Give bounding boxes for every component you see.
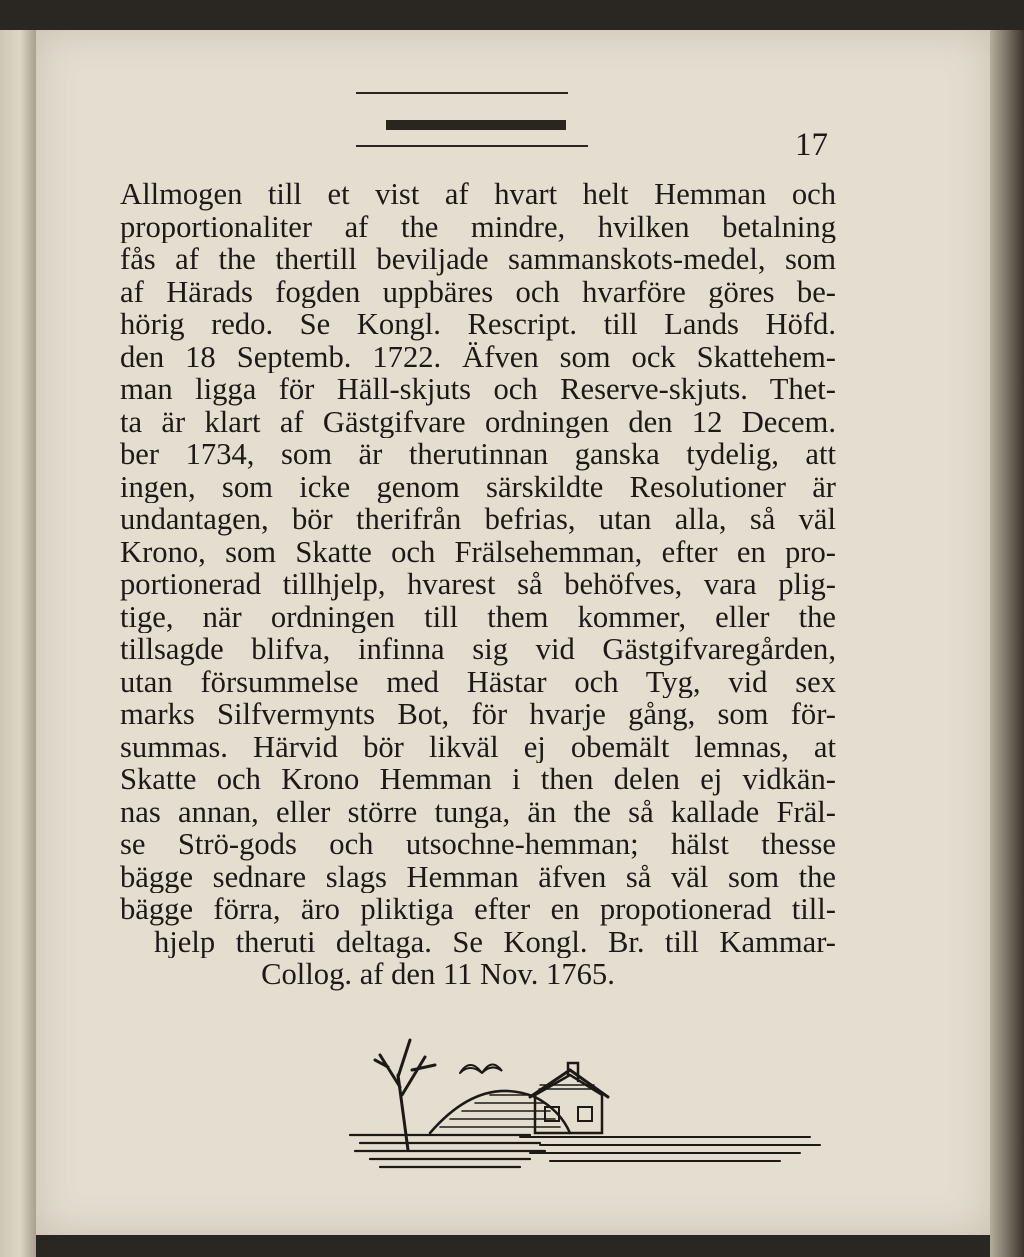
- text-line: den 18 Septemb. 1722. Äfven som ock Skattehem-: [120, 340, 836, 373]
- page-number: 17: [795, 127, 828, 163]
- facing-page-edge: [0, 30, 36, 1257]
- text-line: ber 1734, som är therutinnan ganska tydelig, att: [120, 438, 836, 471]
- text-line: tillsagde blifva, infinna sig vid Gästgifvaregården,: [120, 633, 836, 666]
- text-line: Allmogen till et vist af hvart helt Hemman och: [120, 178, 836, 211]
- text-line: hörig redo. Se Kongl. Rescript. till Lands Höfd.: [120, 308, 836, 341]
- text-line: nas annan, eller större tunga, än the så kallade Fräl-: [120, 795, 836, 828]
- text-line: summas. Härvid bör likväl ej obemält lemnas, at: [120, 730, 836, 763]
- text-line: fås af the thertill beviljade sammanskots-medel, som: [120, 243, 836, 276]
- headpiece-rule-bottom: [356, 145, 588, 147]
- headpiece-ornament: [386, 120, 566, 130]
- text-line: bägge sednare slags Hemman äfven så väl som the: [120, 860, 836, 893]
- text-line: undantagen, bör therifrån befrias, utan alla, så väl: [120, 503, 836, 536]
- text-line: portionerad tillhjelp, hvarest så behöfves, vara plig-: [120, 568, 836, 601]
- text-line: bägge förra, äro pliktiga efter en propotionerad till-: [120, 893, 836, 926]
- body-text: [120, 178, 836, 991]
- text-line: man ligga för Häll-skjuts och Reserve-skjuts. Thet-: [120, 373, 836, 406]
- text-line: tige, när ordningen till them kommer, eller the: [120, 600, 836, 633]
- headpiece-rule-top: [356, 92, 568, 94]
- text-line: ta är klart af Gästgifvare ordningen den 12 Decem.: [120, 405, 836, 438]
- text-line: hjelp theruti deltaga. Se Kongl. Br. till Kammar-: [154, 925, 836, 958]
- landscape-vignette-icon: [340, 1015, 840, 1170]
- text-line: af Härads fogden uppbäres och hvarföre göres be-: [120, 275, 836, 308]
- text-line: proportionaliter af the mindre, hvilken betalning: [120, 210, 836, 243]
- text-line-final: Collog. af den 11 Nov. 1765.: [261, 958, 615, 991]
- text-line: marks Silfvermynts Bot, för hvarje gång, som för-: [120, 698, 836, 731]
- page-gutter-shadow: [990, 30, 1024, 1257]
- text-line: Skatte och Krono Hemman i then delen ej vidkän-: [120, 763, 836, 796]
- text-line: utan försummelse med Hästar och Tyg, vid sex: [120, 665, 836, 698]
- text-line: ingen, som icke genom särskildte Resolutioner är: [120, 470, 836, 503]
- text-line: se Strö-gods och utsochne-hemman; hälst thesse: [120, 828, 836, 861]
- text-line: Krono, som Skatte och Frälsehemman, efter en pro-: [120, 535, 836, 568]
